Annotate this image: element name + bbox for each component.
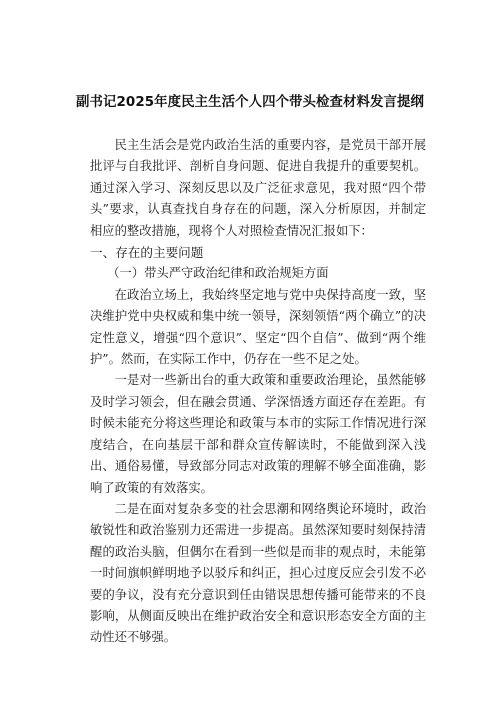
document-title: 副书记2025年度民主生活个人四个带头检查材料发言提纲 (76, 95, 424, 110)
paragraph-issue-two: 二是在面对复杂多变的社会思潮和网络舆论环境时，政治敏锐性和政治鉴别力还需进一步提高。虽然深知要时刻保持清醒的政治头脑，但偶尔在看到一些似是而非的观点时，未能第一时间旗帜鲜明地予以驳斥和纠正，担心过度反应会引发不必要的争议，没有充分意识到任由错误思想传播可能带来的不良影响，从侧面反映出在维护政治安全和意识形态安全方面的主动性还不够强。 (90, 501, 426, 645)
document-body (90, 135, 426, 649)
paragraph-political-stance: 在政治立场上，我始终坚定地与党中央保持高度一致，坚决维护党中央权威和集中统一领导，深刻领悟“两个确立”的决定性意义，增强“四个意识”、坚定“四个自信”、做到“两个维护”。然而，在实际工作中，仍存在一些不足之处。 (90, 287, 426, 367)
subsection-heading-discipline: （一）带头严守政治纪律和政治规矩方面 (107, 266, 329, 281)
paragraph-issue-one: 一是对一些新出台的重大政策和重要政治理论，虽然能够及时学习领会，但在融会贯通、学深悟透方面还存在差距。有时候未能充分将这些理论和政策与本市的实际工作情况进行深度结合，在向基层干部和群众宣传解读时，不能做到深入浅出、通俗易懂，导致部分同志对政策的理解不够全面准确，影响了政策的有效落实。 (90, 373, 426, 495)
intro-paragraph: 民主生活会是党内政治生活的重要内容，是党员干部开展批评与自我批评、剖析自身问题、促进自我提升的重要契机。通过深入学习、深刻反思以及广泛征求意见，我对照“四个带头”要求，认真查找自身存在的问题，深入分析原因，并制定相应的整改措施，现将个人对照检查情况汇报如下： (90, 138, 426, 238)
section-heading-problems: 一、存在的主要问题 (90, 245, 204, 261)
